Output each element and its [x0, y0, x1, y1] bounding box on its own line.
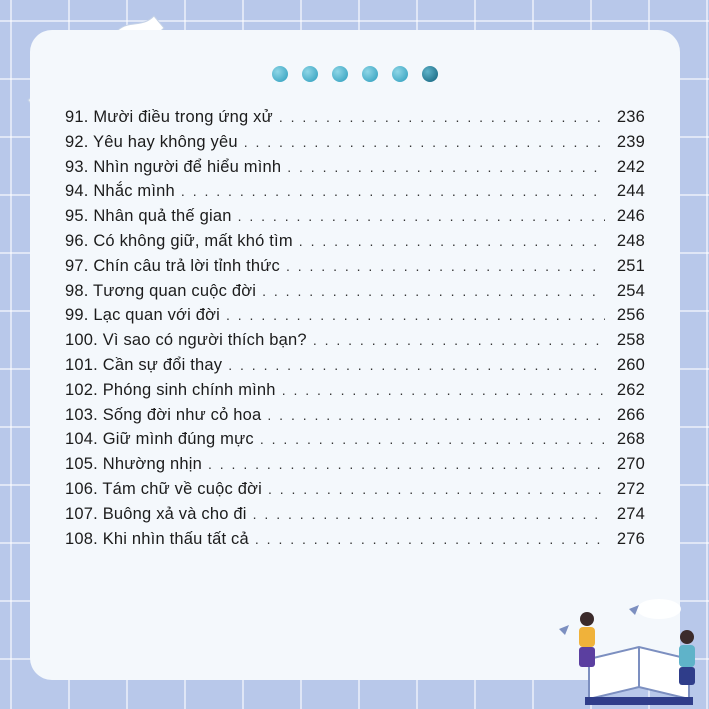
table-of-contents — [65, 108, 645, 554]
toc-entry-page: 274 — [616, 504, 645, 523]
toc-entry — [65, 282, 645, 307]
toc-entry — [65, 530, 645, 555]
reading-people-illustration — [539, 589, 709, 709]
dot-leader — [260, 431, 605, 447]
toc-entry-title: 91. Mười điều trong ứng xử — [65, 108, 273, 126]
toc-entry — [65, 257, 645, 282]
toc-entry — [65, 381, 645, 406]
toc-entry-title: 101. Cần sự đổi thay — [65, 355, 223, 374]
toc-entry — [65, 158, 645, 183]
pagination-dots — [272, 66, 438, 82]
toc-entry-page: 254 — [616, 281, 645, 300]
toc-entry — [65, 455, 645, 480]
toc-entry-title: 108. Khi nhìn thấu tất cả — [65, 529, 249, 548]
toc-entry-title: 98. Tương quan cuộc đời — [65, 281, 257, 300]
toc-entry — [65, 232, 645, 257]
dot-indicator — [302, 66, 318, 82]
toc-entry — [65, 430, 645, 455]
toc-entry-title: 106. Tám chữ về cuộc đời — [65, 479, 262, 498]
toc-entry-title: 107. Buông xả và cho đi — [65, 504, 247, 523]
toc-entry-title: 93. Nhìn người để hiểu mình — [65, 157, 282, 176]
toc-entry-page: 248 — [616, 231, 645, 250]
toc-entry-page: 239 — [616, 132, 645, 151]
toc-entry-page: 258 — [616, 331, 645, 350]
dot-leader — [181, 183, 605, 199]
toc-entry-title: 99. Lạc quan với đời — [65, 306, 220, 325]
dot-leader — [244, 134, 605, 150]
dot-leader — [253, 506, 605, 522]
dot-leader — [262, 283, 605, 299]
toc-entry-page: 270 — [616, 455, 645, 474]
toc-entry-title: 102. Phóng sinh chính mình — [65, 380, 276, 399]
dot-indicator — [392, 66, 408, 82]
toc-entry-page: 266 — [616, 405, 645, 424]
toc-entry — [65, 505, 645, 530]
dot-indicator — [332, 66, 348, 82]
dot-leader — [238, 208, 605, 224]
toc-entry-title: 97. Chín câu trả lời tỉnh thức — [65, 256, 280, 275]
toc-entry-page: 246 — [616, 207, 645, 226]
toc-entry — [65, 108, 645, 133]
toc-entry-page: 256 — [616, 306, 645, 325]
toc-entry-page: 276 — [616, 529, 645, 548]
toc-entry-title: 92. Yêu hay không yêu — [65, 132, 238, 151]
dot-leader — [299, 233, 605, 249]
toc-entry-page: 236 — [616, 108, 645, 126]
dot-leader — [255, 531, 605, 547]
toc-entry — [65, 306, 645, 331]
toc-entry-title: 103. Sống đời như cỏ hoa — [65, 405, 262, 424]
toc-entry — [65, 182, 645, 207]
toc-entry-title: 105. Nhường nhịn — [65, 455, 202, 474]
dot-leader — [286, 258, 605, 274]
dot-leader — [228, 357, 605, 373]
toc-entry-title: 95. Nhân quả thế gian — [65, 207, 232, 226]
toc-entry-page: 272 — [616, 479, 645, 498]
toc-entry-page: 244 — [616, 182, 645, 201]
toc-entry-page: 262 — [616, 380, 645, 399]
dot-leader — [208, 456, 605, 472]
toc-entry — [65, 406, 645, 431]
dot-leader — [282, 382, 605, 398]
toc-entry-page: 242 — [616, 157, 645, 176]
toc-entry — [65, 356, 645, 381]
dot-indicator-active — [422, 66, 438, 82]
toc-entry-title: 104. Giữ mình đúng mực — [65, 430, 254, 449]
toc-entry-title: 96. Có không giữ, mất khó tìm — [65, 231, 293, 250]
toc-entry — [65, 207, 645, 232]
dot-leader — [267, 407, 605, 423]
toc-entry-page: 251 — [616, 256, 645, 275]
toc-entry — [65, 331, 645, 356]
dot-leader — [279, 109, 605, 125]
dot-leader — [226, 307, 605, 323]
toc-entry-page: 260 — [616, 355, 645, 374]
toc-entry-title: 94. Nhắc mình — [65, 182, 175, 201]
toc-entry — [65, 480, 645, 505]
dot-leader — [268, 481, 605, 497]
toc-entry — [65, 133, 645, 158]
toc-entry-page: 268 — [616, 430, 645, 449]
dot-leader — [313, 332, 605, 348]
dot-indicator — [362, 66, 378, 82]
dot-leader — [287, 159, 605, 175]
dot-indicator — [272, 66, 288, 82]
toc-entry-title: 100. Vì sao có người thích bạn? — [65, 331, 307, 350]
